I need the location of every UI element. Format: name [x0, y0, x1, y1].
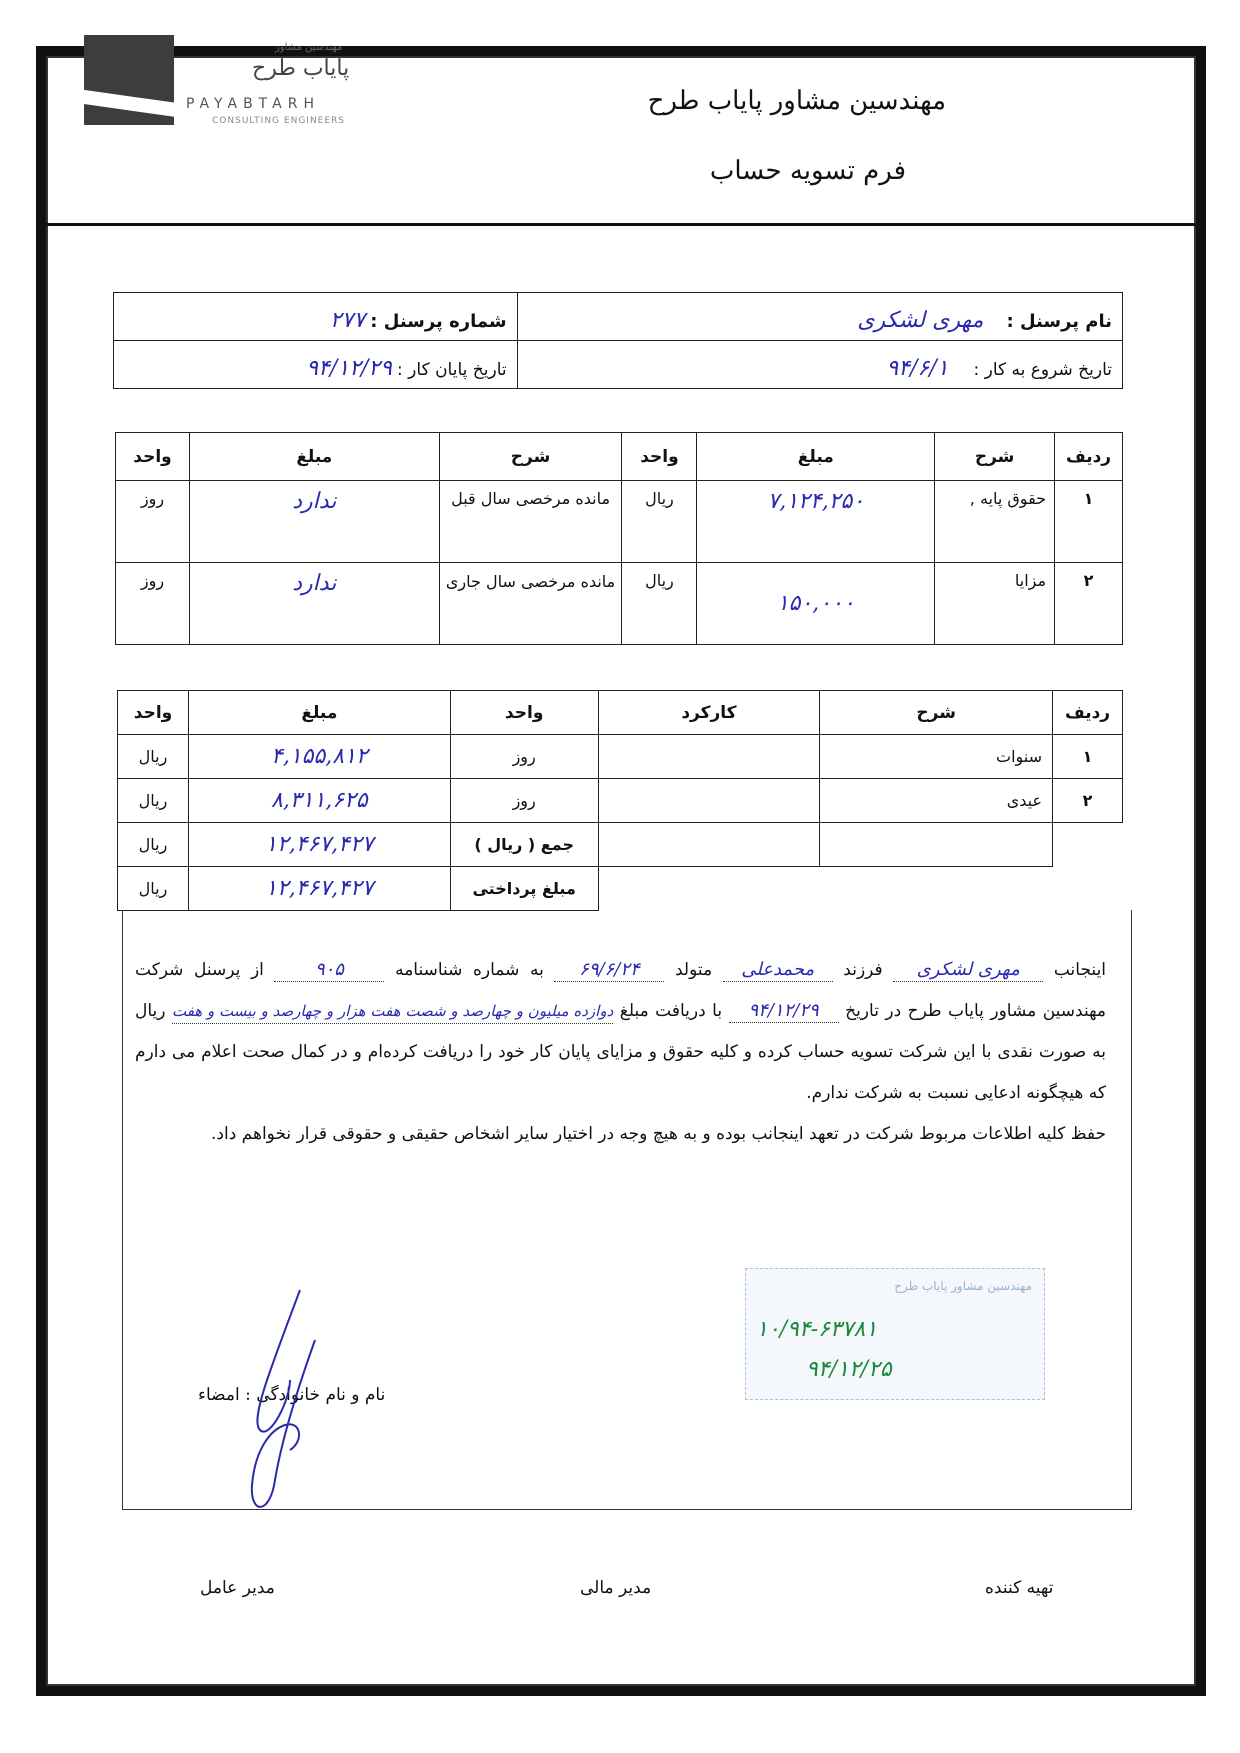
- paid-row: [118, 867, 1123, 911]
- logo-en-sub: CONSULTING ENGINEERS: [212, 116, 346, 126]
- decl-text: فرزند: [843, 960, 883, 980]
- row-desc2: مانده مرخصی سال قبل: [439, 481, 622, 563]
- decl-date-value: ۹۴/۱۲/۲۹: [748, 1000, 819, 1021]
- col-header: مبلغ: [190, 433, 440, 481]
- total-value[interactable]: ۱۲,۴۶۷,۴۲۷: [188, 823, 450, 867]
- logo-en-name: PAYABTARH: [186, 96, 320, 112]
- col-header: واحد: [116, 433, 190, 481]
- decl-father-value: محمدعلی: [741, 959, 815, 980]
- row-work[interactable]: [598, 735, 820, 779]
- decl-id-value: ۹۰۵: [314, 959, 344, 980]
- logo-mark-icon: [84, 35, 174, 125]
- row-desc: مزایا: [935, 563, 1055, 645]
- col-header: ردیف: [1053, 691, 1123, 735]
- decl-father-field[interactable]: [723, 959, 833, 982]
- declaration-text: [135, 950, 1106, 1155]
- personnel-number-label: شماره پرسنل :: [370, 311, 507, 332]
- decl-text: از پرسنل شرکت مهندسین مشاور پایاب طرح در تاریخ: [135, 960, 1107, 1021]
- company-stamp: [745, 1268, 1045, 1400]
- table-row: [118, 779, 1123, 823]
- col-header: واحد: [622, 433, 697, 481]
- decl-amount-words-field[interactable]: [172, 1000, 613, 1024]
- signature-scribble-icon: [230, 1280, 350, 1520]
- signature-label: نام و نام خانوادگی : امضاء: [198, 1385, 386, 1405]
- row-unit2: روز: [116, 481, 190, 563]
- decl-text: با دریافت مبلغ: [619, 1001, 723, 1021]
- personnel-number-cell: [114, 293, 518, 341]
- decl-confidentiality-text: حفظ کلیه اطلاعات مربوط شرکت در تعهد اینجانب بوده و به هیچ وجه در اختیار سایر اشخاص حقیقی و حقوقی قرار نخواهم داد.: [211, 1124, 1106, 1144]
- decl-text: ریال به صورت نقدی با این شرکت تسویه حساب کرده و کلیه حقوق و مزایای پایان کار خود را دریافت کرده‌ام و در کمال صحت اعلام می دارم که هیچگونه ادعایی نسبت به شرکت ندارم.: [135, 1001, 1106, 1103]
- row-unit2: ریال: [118, 735, 189, 779]
- row-unit: ریال: [622, 563, 697, 645]
- col-header: شرح: [439, 433, 622, 481]
- col-header: ردیف: [1055, 433, 1123, 481]
- row-unit: روز: [450, 779, 598, 823]
- row-work[interactable]: [598, 779, 820, 823]
- decl-birth-field[interactable]: [554, 959, 664, 982]
- decl-amount-words-value: دوازده میلیون و چهارصد و شصت هفت هزار و چهارصد و بیست و هفت: [171, 1002, 614, 1020]
- end-date-cell: [114, 341, 518, 389]
- end-date-label: تاریخ پایان کار :: [397, 360, 507, 380]
- decl-date-field[interactable]: [729, 1000, 839, 1023]
- table-header-row: [118, 691, 1123, 735]
- stamp-date: ۹۴/۱۲/۲۵: [806, 1357, 892, 1382]
- decl-birth-value: ۶۹/۶/۲۴: [579, 959, 640, 980]
- decl-name-field[interactable]: [893, 959, 1043, 982]
- col-header: مبلغ: [697, 433, 935, 481]
- row-amount[interactable]: ۸,۳۱۱,۶۲۵: [188, 779, 450, 823]
- row-desc: حقوق پایه ,: [935, 481, 1055, 563]
- start-date-label: تاریخ شروع به کار :: [973, 360, 1112, 380]
- personnel-name-value[interactable]: مهری لشکری: [857, 308, 984, 333]
- paid-label: مبلغ پرداختی: [450, 867, 598, 911]
- row-number: ۱: [1055, 481, 1123, 563]
- personnel-name-cell: [517, 293, 1122, 341]
- stamp-header: مهندسین مشاور پایاب طرح: [894, 1279, 1032, 1293]
- row-number: ۱: [1053, 735, 1123, 779]
- settlement-table: [117, 690, 1123, 911]
- row-unit: روز: [450, 735, 598, 779]
- decl-text: اینجانب: [1053, 960, 1107, 980]
- row-desc: سنوات: [820, 735, 1053, 779]
- logo-fa-name: پایاب طرح: [252, 56, 350, 81]
- salary-table: [115, 432, 1123, 645]
- table-header-row: [116, 433, 1123, 481]
- start-date-value[interactable]: ۹۴/۶/۱: [886, 356, 949, 381]
- col-header: واحد: [118, 691, 189, 735]
- footer-preparer: تهیه کننده: [985, 1578, 1054, 1598]
- logo-fa-small: مهندسین مشاور: [275, 42, 343, 53]
- decl-name-value: مهری لشکری: [916, 959, 1020, 980]
- personnel-number-value[interactable]: ۲۷۷: [329, 308, 366, 333]
- decl-text: متولد: [674, 960, 713, 980]
- row-unit2: ریال: [118, 779, 189, 823]
- table-row: [116, 563, 1123, 645]
- row-amount[interactable]: ۷,۱۲۴,۲۵۰: [697, 481, 935, 563]
- row-amount[interactable]: ۴,۱۵۵,۸۱۲: [188, 735, 450, 779]
- end-date-value[interactable]: ۹۴/۱۲/۲۹: [306, 356, 392, 381]
- col-header: شرح: [820, 691, 1053, 735]
- col-header: کارکرد: [598, 691, 820, 735]
- row-amount2[interactable]: ندارد: [190, 481, 440, 563]
- row-unit: ریال: [622, 481, 697, 563]
- table-row: [118, 735, 1123, 779]
- footer-finance-manager: مدیر مالی: [580, 1578, 652, 1598]
- col-header: مبلغ: [188, 691, 450, 735]
- company-title: مهندسین مشاور پایاب طرح: [647, 86, 946, 116]
- total-row: [118, 823, 1123, 867]
- form-title: فرم تسویه حساب: [709, 156, 906, 186]
- personnel-name-label: نام پرسنل :: [1006, 311, 1112, 332]
- form-header: [46, 56, 1196, 226]
- decl-text: به شماره شناسنامه: [395, 960, 544, 980]
- col-header: شرح: [935, 433, 1055, 481]
- col-header: واحد: [450, 691, 598, 735]
- row-amount[interactable]: ۱۵۰,۰۰۰: [697, 563, 935, 645]
- start-date-cell: [517, 341, 1122, 389]
- stamp-number: ۱۰/۹۴-۶۳۷۸۱: [756, 1317, 878, 1342]
- row-desc2: مانده مرخصی سال جاری: [439, 563, 622, 645]
- row-number: ۲: [1055, 563, 1123, 645]
- footer-ceo: مدیر عامل: [200, 1578, 275, 1598]
- paid-value[interactable]: ۱۲,۴۶۷,۴۲۷: [188, 867, 450, 911]
- row-number: ۲: [1053, 779, 1123, 823]
- row-amount2[interactable]: ندارد: [190, 563, 440, 645]
- row-unit2: روز: [116, 563, 190, 645]
- total-unit: ریال: [118, 823, 189, 867]
- row-desc: عیدی: [820, 779, 1053, 823]
- paid-unit: ریال: [118, 867, 189, 911]
- decl-id-field[interactable]: [274, 959, 384, 982]
- personnel-info-table: [113, 292, 1123, 389]
- table-row: [116, 481, 1123, 563]
- total-label: جمع ( ریال ): [450, 823, 598, 867]
